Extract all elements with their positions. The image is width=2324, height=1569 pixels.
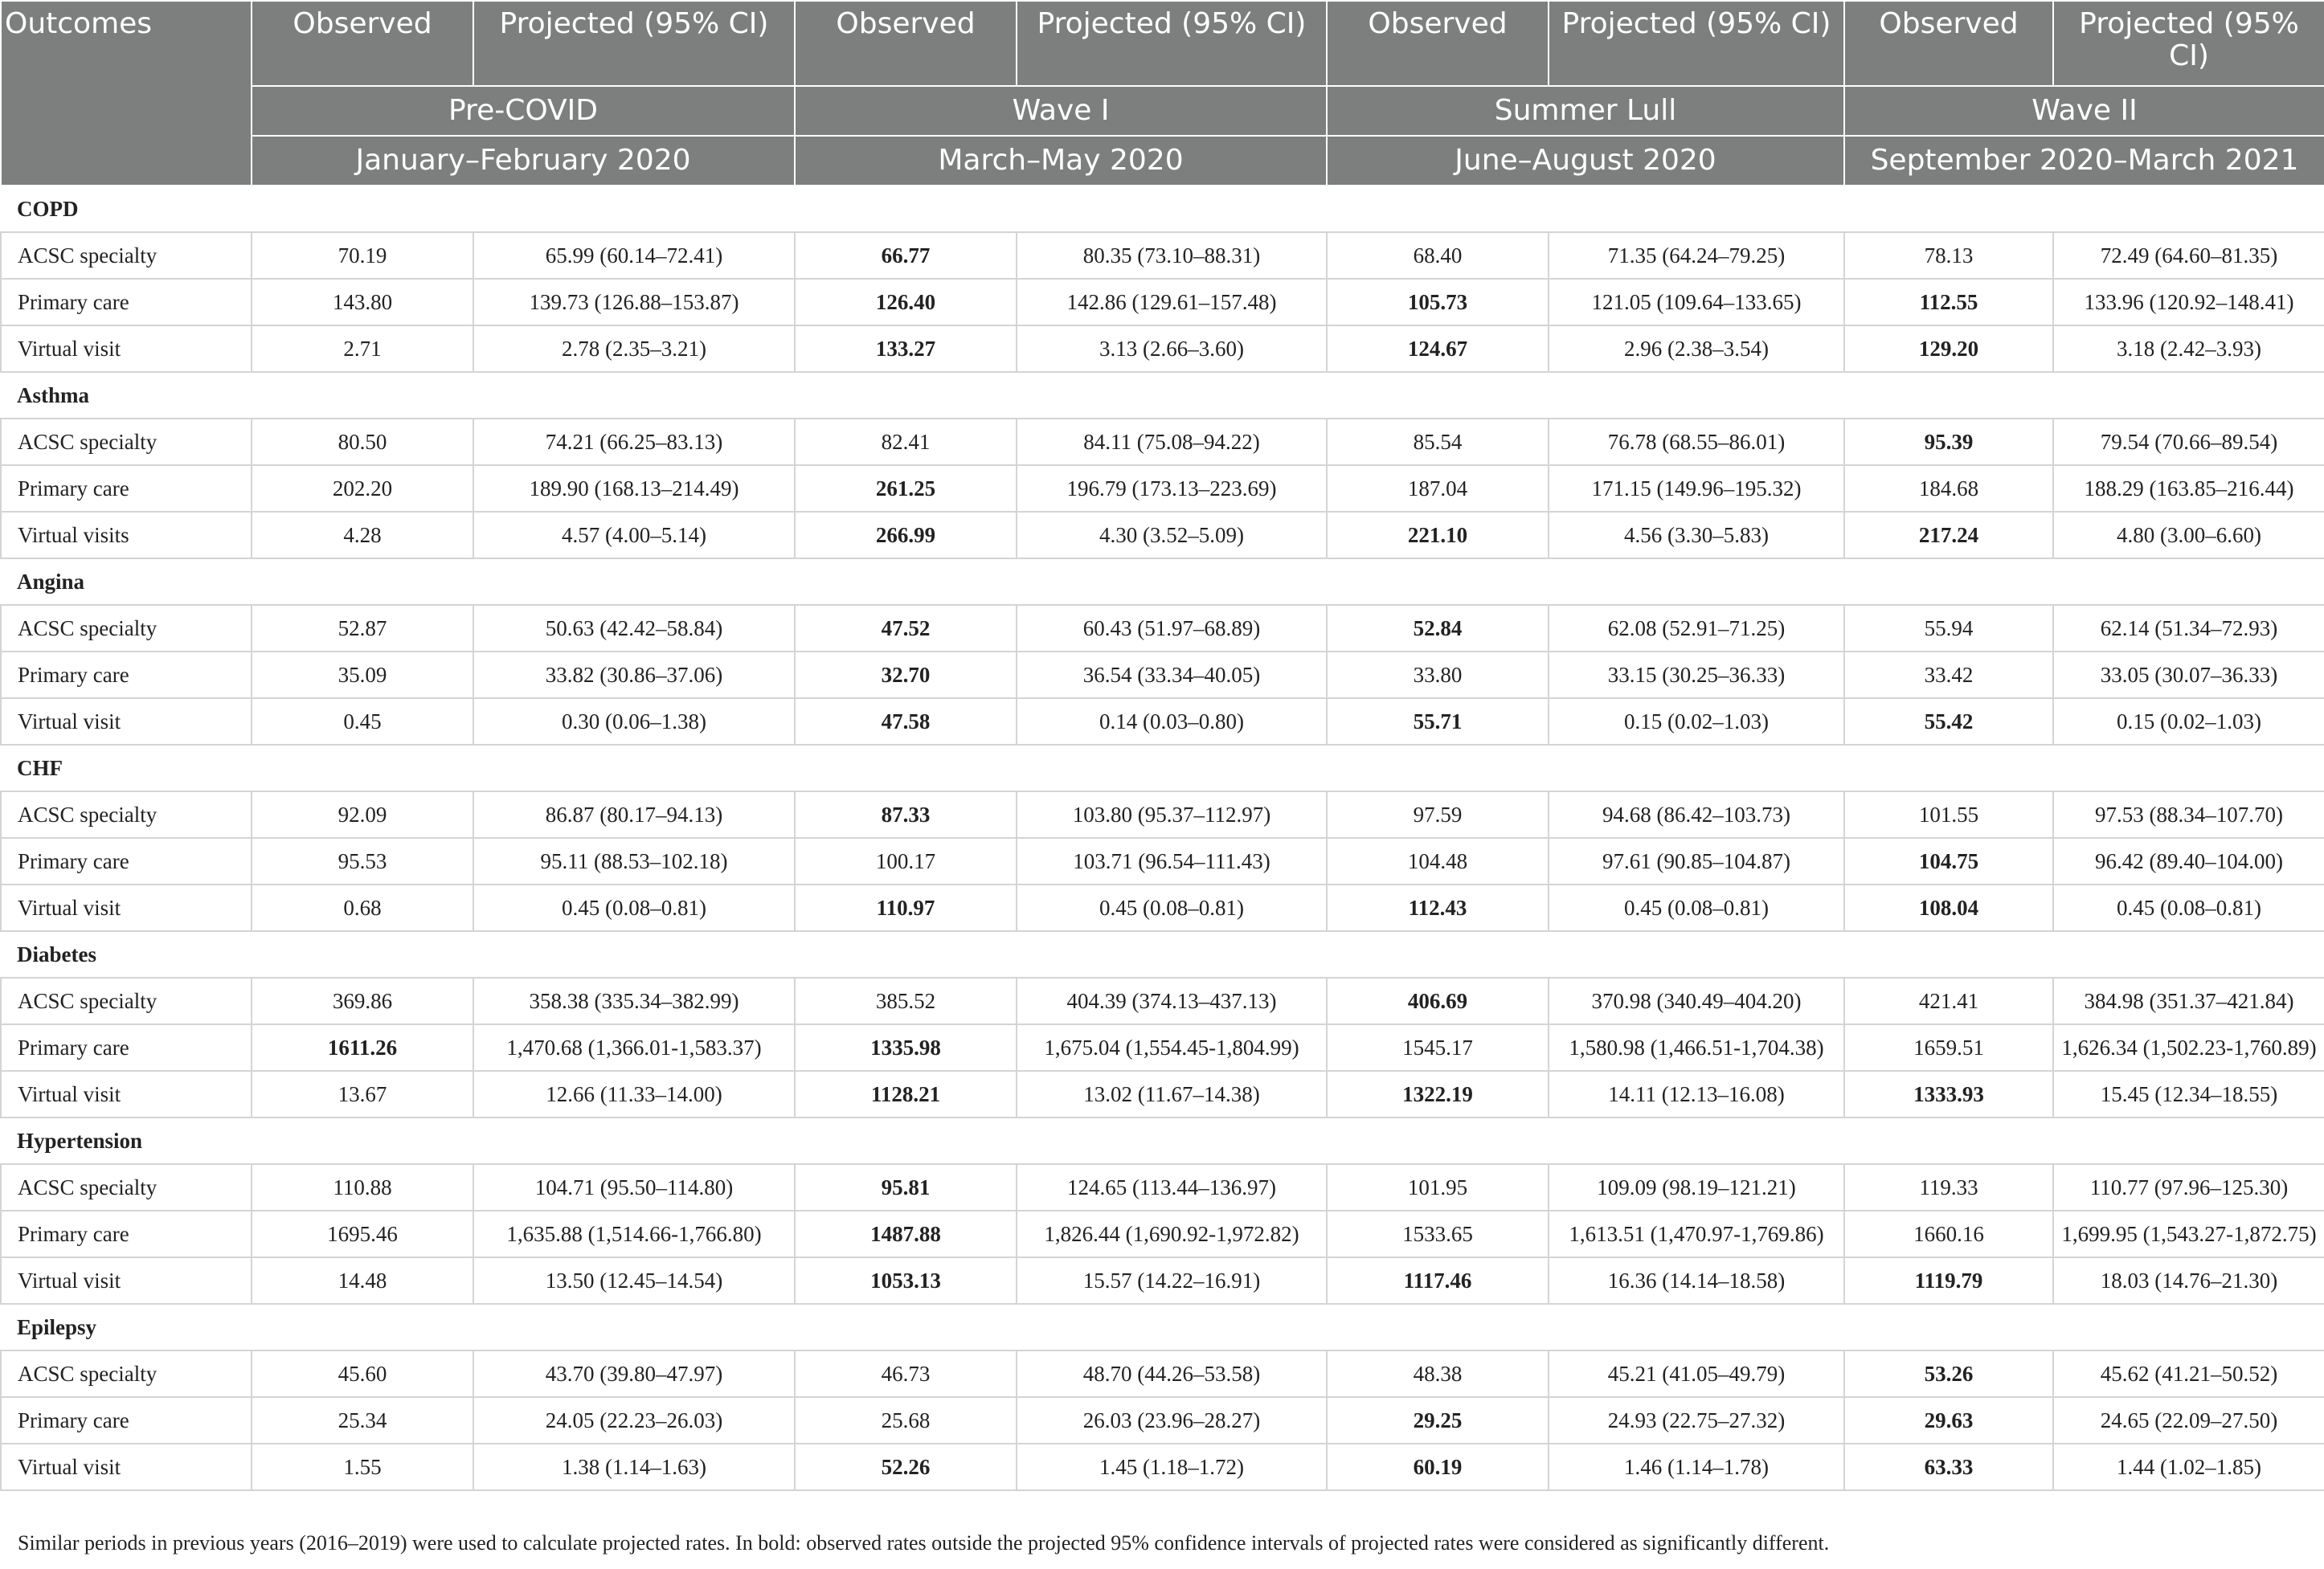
- projected-cell: 62.08 (52.91–71.25): [1549, 605, 1844, 652]
- group-row: [1, 1304, 2324, 1350]
- projected-cell: 14.11 (12.13–16.08): [1549, 1071, 1844, 1118]
- observed-cell: 119.33: [1844, 1164, 2053, 1211]
- observed-cell: 25.34: [252, 1397, 473, 1444]
- projected-cell: 36.54 (33.34–40.05): [1017, 652, 1327, 698]
- table-header: [1, 1, 2324, 186]
- projected-cell: 48.70 (44.26–53.58): [1017, 1350, 1327, 1397]
- group-row: [1, 1118, 2324, 1164]
- observed-cell: 1322.19: [1327, 1071, 1549, 1118]
- observed-cell: 63.33: [1844, 1444, 2053, 1490]
- row-label: ACSC specialty: [1, 232, 252, 279]
- observed-cell: 52.84: [1327, 605, 1549, 652]
- row-label: ACSC specialty: [1, 1164, 252, 1211]
- projected-cell: 3.18 (2.42–3.93): [2053, 325, 2324, 372]
- table-row: [1, 652, 2324, 698]
- row-label: Virtual visit: [1, 1257, 252, 1304]
- observed-cell: 110.97: [795, 885, 1017, 931]
- period-header: Summer Lull: [1327, 86, 1844, 136]
- group-row: [1, 372, 2324, 419]
- observed-cell: 1053.13: [795, 1257, 1017, 1304]
- projected-cell: 97.53 (88.34–107.70): [2053, 791, 2324, 838]
- observed-cell: 108.04: [1844, 885, 2053, 931]
- projected-cell: 96.42 (89.40–104.00): [2053, 838, 2324, 885]
- observed-cell: 4.28: [252, 512, 473, 558]
- projected-cell: 65.99 (60.14–72.41): [473, 232, 795, 279]
- projected-cell: 45.21 (41.05–49.79): [1549, 1350, 1844, 1397]
- observed-cell: 1695.46: [252, 1211, 473, 1257]
- observed-cell: 80.50: [252, 419, 473, 465]
- table-row: [1, 1257, 2324, 1304]
- observed-cell: 266.99: [795, 512, 1017, 558]
- group-title: COPD: [1, 186, 2324, 232]
- observed-cell: 45.60: [252, 1350, 473, 1397]
- observed-cell: 1128.21: [795, 1071, 1017, 1118]
- group-title: Asthma: [1, 372, 2324, 419]
- observed-cell: 97.59: [1327, 791, 1549, 838]
- table-row: [1, 885, 2324, 931]
- observed-cell: 112.43: [1327, 885, 1549, 931]
- observed-cell: 95.39: [1844, 419, 2053, 465]
- observed-cell: 60.19: [1327, 1444, 1549, 1490]
- observed-cell: 35.09: [252, 652, 473, 698]
- projected-cell: 2.96 (2.38–3.54): [1549, 325, 1844, 372]
- projected-cell: 15.45 (12.34–18.55): [2053, 1071, 2324, 1118]
- projected-cell: 110.77 (97.96–125.30): [2053, 1164, 2324, 1211]
- table-row: [1, 838, 2324, 885]
- observed-cell: 46.73: [795, 1350, 1017, 1397]
- projected-cell: 0.14 (0.03–0.80): [1017, 698, 1327, 745]
- date-header: June–August 2020: [1327, 136, 1844, 186]
- table-row: [1, 279, 2324, 325]
- projected-cell: 50.63 (42.42–58.84): [473, 605, 795, 652]
- period-header: Wave II: [1844, 86, 2324, 136]
- projected-cell: 0.45 (0.08–0.81): [1017, 885, 1327, 931]
- observed-cell: 1333.93: [1844, 1071, 2053, 1118]
- table-row: [1, 1164, 2324, 1211]
- observed-cell: 406.69: [1327, 978, 1549, 1024]
- projected-cell: 1,635.88 (1,514.66-1,766.80): [473, 1211, 795, 1257]
- date-header: March–May 2020: [795, 136, 1327, 186]
- projected-cell: 1.38 (1.14–1.63): [473, 1444, 795, 1490]
- projected-cell: 188.29 (163.85–216.44): [2053, 465, 2324, 512]
- projected-cell: 1.46 (1.14–1.78): [1549, 1444, 1844, 1490]
- projected-cell: 0.45 (0.08–0.81): [2053, 885, 2324, 931]
- observed-cell: 68.40: [1327, 232, 1549, 279]
- observed-cell: 1659.51: [1844, 1024, 2053, 1071]
- observed-cell: 1533.65: [1327, 1211, 1549, 1257]
- projected-cell: 33.15 (30.25–36.33): [1549, 652, 1844, 698]
- projected-cell: 94.68 (86.42–103.73): [1549, 791, 1844, 838]
- table-row: [1, 698, 2324, 745]
- projected-cell: 1,580.98 (1,466.51-1,704.38): [1549, 1024, 1844, 1071]
- observed-cell: 202.20: [252, 465, 473, 512]
- projected-cell: 0.30 (0.06–1.38): [473, 698, 795, 745]
- observed-cell: 29.25: [1327, 1397, 1549, 1444]
- row-label: ACSC specialty: [1, 1350, 252, 1397]
- row-label: Primary care: [1, 279, 252, 325]
- projected-cell: 45.62 (41.21–50.52): [2053, 1350, 2324, 1397]
- row-label: Virtual visit: [1, 885, 252, 931]
- projected-cell: 74.21 (66.25–83.13): [473, 419, 795, 465]
- observed-cell: 13.67: [252, 1071, 473, 1118]
- group-title: Hypertension: [1, 1118, 2324, 1164]
- projected-cell: 33.05 (30.07–36.33): [2053, 652, 2324, 698]
- projected-cell: 13.02 (11.67–14.38): [1017, 1071, 1327, 1118]
- observed-cell: 187.04: [1327, 465, 1549, 512]
- projected-cell: 72.49 (64.60–81.35): [2053, 232, 2324, 279]
- row-label: Virtual visits: [1, 512, 252, 558]
- projected-cell: 121.05 (109.64–133.65): [1549, 279, 1844, 325]
- col-header: Observed: [1844, 1, 2053, 86]
- row-label: ACSC specialty: [1, 419, 252, 465]
- observed-cell: 143.80: [252, 279, 473, 325]
- period-header: Wave I: [795, 86, 1327, 136]
- projected-cell: 196.79 (173.13–223.69): [1017, 465, 1327, 512]
- outcomes-header: Outcomes: [1, 1, 252, 186]
- projected-cell: 84.11 (75.08–94.22): [1017, 419, 1327, 465]
- observed-cell: 48.38: [1327, 1350, 1549, 1397]
- table-row: [1, 605, 2324, 652]
- projected-cell: 1,826.44 (1,690.92-1,972.82): [1017, 1211, 1327, 1257]
- col-header: Projected (95% CI): [2053, 1, 2324, 86]
- observed-cell: 101.55: [1844, 791, 2053, 838]
- observed-cell: 95.81: [795, 1164, 1017, 1211]
- projected-cell: 0.15 (0.02–1.03): [1549, 698, 1844, 745]
- projected-cell: 358.38 (335.34–382.99): [473, 978, 795, 1024]
- projected-cell: 3.13 (2.66–3.60): [1017, 325, 1327, 372]
- projected-cell: 124.65 (113.44–136.97): [1017, 1164, 1327, 1211]
- projected-cell: 2.78 (2.35–3.21): [473, 325, 795, 372]
- date-header: September 2020–March 2021: [1844, 136, 2324, 186]
- observed-cell: 52.87: [252, 605, 473, 652]
- projected-cell: 4.80 (3.00–6.60): [2053, 512, 2324, 558]
- observed-cell: 32.70: [795, 652, 1017, 698]
- projected-cell: 86.87 (80.17–94.13): [473, 791, 795, 838]
- projected-cell: 16.36 (14.14–18.58): [1549, 1257, 1844, 1304]
- row-label: ACSC specialty: [1, 791, 252, 838]
- observed-cell: 101.95: [1327, 1164, 1549, 1211]
- table-row: [1, 1444, 2324, 1490]
- observed-cell: 1119.79: [1844, 1257, 2053, 1304]
- table-row: [1, 1024, 2324, 1071]
- group-row: [1, 931, 2324, 978]
- group-row: [1, 745, 2324, 791]
- projected-cell: 384.98 (351.37–421.84): [2053, 978, 2324, 1024]
- projected-cell: 1,699.95 (1,543.27-1,872.75): [2053, 1211, 2324, 1257]
- projected-cell: 97.61 (90.85–104.87): [1549, 838, 1844, 885]
- observed-cell: 261.25: [795, 465, 1017, 512]
- observed-cell: 1545.17: [1327, 1024, 1549, 1071]
- projected-cell: 0.45 (0.08–0.81): [1549, 885, 1844, 931]
- observed-cell: 47.52: [795, 605, 1017, 652]
- observed-cell: 184.68: [1844, 465, 2053, 512]
- group-row: [1, 558, 2324, 605]
- table-row: [1, 1397, 2324, 1444]
- observed-cell: 78.13: [1844, 232, 2053, 279]
- observed-cell: 1660.16: [1844, 1211, 2053, 1257]
- projected-cell: 103.71 (96.54–111.43): [1017, 838, 1327, 885]
- row-label: Virtual visit: [1, 1444, 252, 1490]
- period-header: Pre-COVID: [252, 86, 795, 136]
- projected-cell: 95.11 (88.53–102.18): [473, 838, 795, 885]
- observed-cell: 29.63: [1844, 1397, 2053, 1444]
- table-row: [1, 1350, 2324, 1397]
- projected-cell: 142.86 (129.61–157.48): [1017, 279, 1327, 325]
- observed-cell: 105.73: [1327, 279, 1549, 325]
- col-header: Observed: [795, 1, 1017, 86]
- projected-cell: 1,626.34 (1,502.23-1,760.89): [2053, 1024, 2324, 1071]
- observed-cell: 112.55: [1844, 279, 2053, 325]
- projected-cell: 1,470.68 (1,366.01-1,583.37): [473, 1024, 795, 1071]
- projected-cell: 1.44 (1.02–1.85): [2053, 1444, 2324, 1490]
- table-row: [1, 232, 2324, 279]
- observed-cell: 92.09: [252, 791, 473, 838]
- observed-cell: 33.42: [1844, 652, 2053, 698]
- projected-cell: 133.96 (120.92–148.41): [2053, 279, 2324, 325]
- observed-cell: 1117.46: [1327, 1257, 1549, 1304]
- observed-cell: 104.48: [1327, 838, 1549, 885]
- observed-cell: 70.19: [252, 232, 473, 279]
- table-row: [1, 465, 2324, 512]
- projected-cell: 109.09 (98.19–121.21): [1549, 1164, 1844, 1211]
- observed-cell: 1.55: [252, 1444, 473, 1490]
- observed-cell: 421.41: [1844, 978, 2053, 1024]
- projected-cell: 104.71 (95.50–114.80): [473, 1164, 795, 1211]
- table-row: [1, 325, 2324, 372]
- observed-cell: 95.53: [252, 838, 473, 885]
- table-footnote: Similar periods in previous years (2016–2019) were used to calculate projected rates. In bold: observed rates outside the projected 95% confidence intervals of projected rates were considered as significantly different.: [18, 1531, 1830, 1555]
- col-header: Observed: [252, 1, 473, 86]
- observed-cell: 110.88: [252, 1164, 473, 1211]
- observed-cell: 124.67: [1327, 325, 1549, 372]
- projected-cell: 60.43 (51.97–68.89): [1017, 605, 1327, 652]
- observed-cell: 66.77: [795, 232, 1017, 279]
- projected-cell: 4.56 (3.30–5.83): [1549, 512, 1844, 558]
- table-row: [1, 419, 2324, 465]
- row-label: Primary care: [1, 1211, 252, 1257]
- observed-cell: 217.24: [1844, 512, 2053, 558]
- projected-cell: 4.30 (3.52–5.09): [1017, 512, 1327, 558]
- table-row: [1, 1211, 2324, 1257]
- projected-cell: 0.45 (0.08–0.81): [473, 885, 795, 931]
- observed-cell: 47.58: [795, 698, 1017, 745]
- projected-cell: 62.14 (51.34–72.93): [2053, 605, 2324, 652]
- projected-cell: 80.35 (73.10–88.31): [1017, 232, 1327, 279]
- projected-cell: 24.05 (22.23–26.03): [473, 1397, 795, 1444]
- projected-cell: 79.54 (70.66–89.54): [2053, 419, 2324, 465]
- table-row: [1, 978, 2324, 1024]
- group-title: Epilepsy: [1, 1304, 2324, 1350]
- row-label: Primary care: [1, 1397, 252, 1444]
- projected-cell: 189.90 (168.13–214.49): [473, 465, 795, 512]
- row-label: ACSC specialty: [1, 978, 252, 1024]
- observed-cell: 1487.88: [795, 1211, 1017, 1257]
- group-title: Diabetes: [1, 931, 2324, 978]
- row-label: Primary care: [1, 652, 252, 698]
- observed-cell: 55.71: [1327, 698, 1549, 745]
- observed-cell: 55.94: [1844, 605, 2053, 652]
- col-header: Projected (95% CI): [1017, 1, 1327, 86]
- projected-cell: 12.66 (11.33–14.00): [473, 1071, 795, 1118]
- observed-cell: 2.71: [252, 325, 473, 372]
- table-body: [1, 186, 2324, 1490]
- projected-cell: 24.93 (22.75–27.32): [1549, 1397, 1844, 1444]
- row-label: Virtual visit: [1, 325, 252, 372]
- projected-cell: 13.50 (12.45–14.54): [473, 1257, 795, 1304]
- col-header: Observed: [1327, 1, 1549, 86]
- projected-cell: 18.03 (14.76–21.30): [2053, 1257, 2324, 1304]
- observed-cell: 221.10: [1327, 512, 1549, 558]
- observed-cell: 1335.98: [795, 1024, 1017, 1071]
- row-label: Primary care: [1, 465, 252, 512]
- observed-cell: 0.45: [252, 698, 473, 745]
- projected-cell: 33.82 (30.86–37.06): [473, 652, 795, 698]
- projected-cell: 1.45 (1.18–1.72): [1017, 1444, 1327, 1490]
- col-header: Projected (95% CI): [473, 1, 795, 86]
- observed-cell: 85.54: [1327, 419, 1549, 465]
- projected-cell: 24.65 (22.09–27.50): [2053, 1397, 2324, 1444]
- observed-cell: 133.27: [795, 325, 1017, 372]
- observed-cell: 33.80: [1327, 652, 1549, 698]
- projected-cell: 1,613.51 (1,470.97-1,769.86): [1549, 1211, 1844, 1257]
- observed-cell: 385.52: [795, 978, 1017, 1024]
- projected-cell: 103.80 (95.37–112.97): [1017, 791, 1327, 838]
- group-row: [1, 186, 2324, 232]
- projected-cell: 370.98 (340.49–404.20): [1549, 978, 1844, 1024]
- projected-cell: 404.39 (374.13–437.13): [1017, 978, 1327, 1024]
- date-header: January–February 2020: [252, 136, 795, 186]
- observed-cell: 87.33: [795, 791, 1017, 838]
- projected-cell: 26.03 (23.96–28.27): [1017, 1397, 1327, 1444]
- observed-cell: 104.75: [1844, 838, 2053, 885]
- observed-cell: 369.86: [252, 978, 473, 1024]
- projected-cell: 139.73 (126.88–153.87): [473, 279, 795, 325]
- projected-cell: 1,675.04 (1,554.45-1,804.99): [1017, 1024, 1327, 1071]
- group-title: Angina: [1, 558, 2324, 605]
- row-label: Virtual visit: [1, 1071, 252, 1118]
- row-label: Primary care: [1, 838, 252, 885]
- projected-cell: 4.57 (4.00–5.14): [473, 512, 795, 558]
- projected-cell: 43.70 (39.80–47.97): [473, 1350, 795, 1397]
- projected-cell: 76.78 (68.55–86.01): [1549, 419, 1844, 465]
- observed-cell: 53.26: [1844, 1350, 2053, 1397]
- projected-cell: 0.15 (0.02–1.03): [2053, 698, 2324, 745]
- projected-cell: 71.35 (64.24–79.25): [1549, 232, 1844, 279]
- observed-cell: 25.68: [795, 1397, 1017, 1444]
- observed-cell: 14.48: [252, 1257, 473, 1304]
- observed-cell: 1611.26: [252, 1024, 473, 1071]
- observed-cell: 126.40: [795, 279, 1017, 325]
- projected-cell: 15.57 (14.22–16.91): [1017, 1257, 1327, 1304]
- projected-cell: 171.15 (149.96–195.32): [1549, 465, 1844, 512]
- table-row: [1, 512, 2324, 558]
- observed-cell: 0.68: [252, 885, 473, 931]
- observed-cell: 100.17: [795, 838, 1017, 885]
- observed-cell: 52.26: [795, 1444, 1017, 1490]
- observed-cell: 82.41: [795, 419, 1017, 465]
- row-label: Primary care: [1, 1024, 252, 1071]
- table-row: [1, 1071, 2324, 1118]
- table-row: [1, 791, 2324, 838]
- row-label: Virtual visit: [1, 698, 252, 745]
- observed-cell: 129.20: [1844, 325, 2053, 372]
- group-title: CHF: [1, 745, 2324, 791]
- observed-cell: 55.42: [1844, 698, 2053, 745]
- col-header: Projected (95% CI): [1549, 1, 1844, 86]
- row-label: ACSC specialty: [1, 605, 252, 652]
